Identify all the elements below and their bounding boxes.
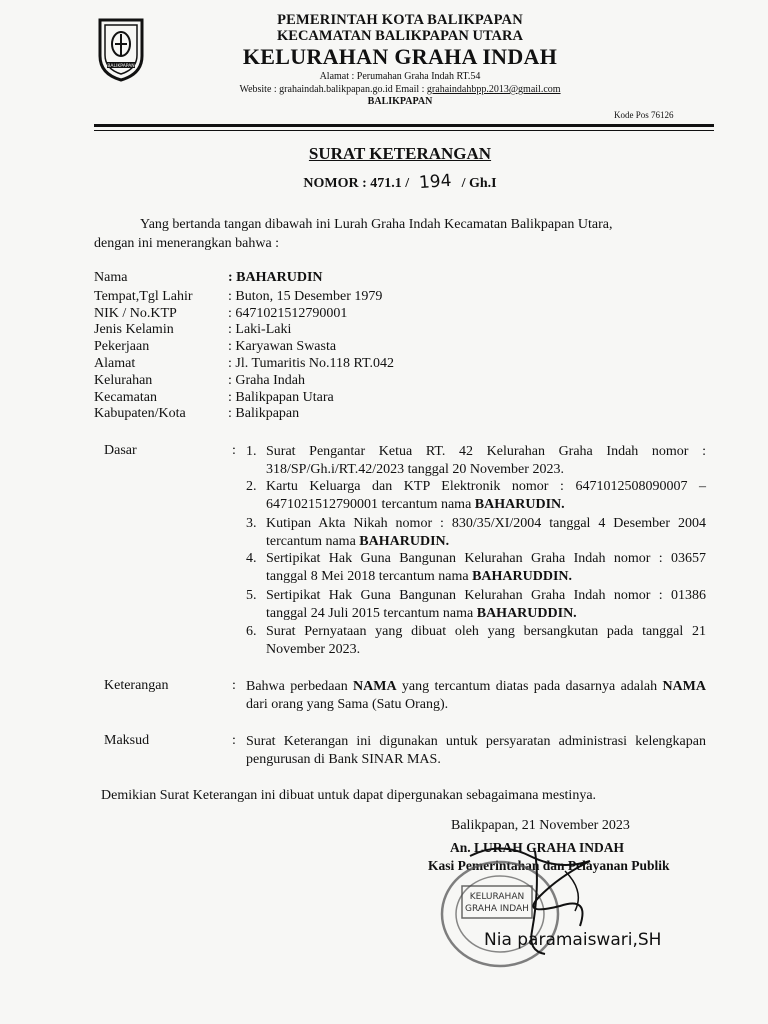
dasar-item-number: 6. bbox=[246, 624, 257, 639]
identity-value: : Balikpapan Utara bbox=[228, 390, 334, 405]
identity-label: NIK / No.KTP bbox=[94, 306, 177, 321]
website-text: Website : grahaindah.balikpapan.go.id Email : bbox=[239, 84, 427, 95]
identity-label: Nama bbox=[94, 270, 128, 285]
identity-value: : Karyawan Swasta bbox=[228, 339, 337, 354]
letterhead-government: PEMERINTAH KOTA BALIKPAPAN bbox=[277, 12, 523, 28]
signature-on-behalf: An. LURAH GRAHA INDAH bbox=[450, 840, 625, 855]
dasar-item-number: 3. bbox=[246, 516, 257, 531]
dasar-item-text: Kutipan Akta Nikah nomor : 830/35/XI/2004 tanggal 4 Desember 2004 tercantum nama BAHARUDIN. bbox=[266, 516, 706, 549]
dasar-item bbox=[246, 623, 706, 659]
letterhead-contact bbox=[180, 84, 620, 95]
dasar-item bbox=[246, 443, 706, 479]
handwritten-number: 194 bbox=[418, 170, 453, 194]
identity-value: : Balikpapan bbox=[228, 406, 300, 421]
keterangan-colon: : bbox=[232, 678, 236, 693]
identity-value: : 6471021512790001 bbox=[228, 306, 348, 321]
stamp-text-2: GRAHA INDAH bbox=[465, 904, 529, 914]
identity-label: Pekerjaan bbox=[94, 339, 150, 354]
signature-role: Kasi Pemerintahan dan Pelayanan Publik bbox=[428, 858, 670, 873]
identity-label: Kabupaten/Kota bbox=[94, 406, 186, 421]
document-number: NOMOR : 471.1 / 194 / Gh.I bbox=[303, 170, 497, 194]
intro-line-1: Yang bertanda tangan dibawah ini Lurah Graha Indah Kecamatan Balikpapan Utara, bbox=[140, 217, 613, 232]
keterangan-text: Bahwa perbedaan NAMA yang tercantum diatas pada dasarnya adalah NAMA dari orang yang Sama (Satu Orang). bbox=[246, 679, 706, 712]
letterhead-office: KELURAHAN GRAHA INDAH bbox=[242, 44, 558, 69]
document-title: SURAT KETERANGAN bbox=[308, 144, 492, 163]
identity-label: Tempat,Tgl Lahir bbox=[94, 289, 193, 304]
identity-value: : BAHARUDIN bbox=[228, 270, 323, 285]
stamp-text-1: KELURAHAN bbox=[469, 892, 525, 902]
dasar-colon: : bbox=[232, 443, 236, 458]
dasar-item-text: Sertipikat Hak Guna Bangunan Kelurahan Graha Indah nomor : 03657 tanggal 8 Mei 2018 tercantum nama BAHARUDDIN. bbox=[266, 551, 706, 584]
dasar-label: Dasar bbox=[104, 443, 137, 458]
dasar-item bbox=[246, 587, 706, 623]
identity-label: Kelurahan bbox=[94, 373, 153, 388]
identity-value: : Jl. Tumaritis No.118 RT.042 bbox=[228, 356, 395, 371]
dasar-item-text: Sertipikat Hak Guna Bangunan Kelurahan Graha Indah nomor : 01386 tanggal 24 Juli 2015 tercantum nama BAHARUDDIN. bbox=[266, 588, 706, 621]
dasar-item bbox=[246, 478, 706, 514]
identity-value: : Buton, 15 Desember 1979 bbox=[228, 289, 383, 304]
identity-label: Jenis Kelamin bbox=[94, 322, 174, 337]
identity-label: Kecamatan bbox=[94, 390, 157, 405]
letterhead-divider-thin bbox=[94, 130, 714, 131]
dasar-item-number: 4. bbox=[246, 551, 257, 566]
email-link[interactable]: grahaindahbpp.2013@gmail.com bbox=[426, 84, 561, 95]
maksud-text: Surat Keterangan ini digunakan untuk persyaratan administrasi kelengkapan pengurusan di Bank SINAR MAS. bbox=[246, 734, 706, 767]
logo-text: BALIKPAPAN bbox=[107, 64, 135, 69]
letterhead-divider-thick bbox=[94, 124, 714, 127]
maksud-colon: : bbox=[232, 733, 236, 748]
maksud-label: Maksud bbox=[104, 733, 150, 748]
closing-statement: Demikian Surat Keterangan ini dibuat untuk dapat dipergunakan sebagaimana mestinya. bbox=[101, 788, 597, 803]
city-emblem-logo bbox=[96, 16, 146, 82]
identity-value: : Laki-Laki bbox=[228, 322, 292, 337]
dasar-item-number: 1. bbox=[246, 444, 257, 459]
identity-label: Alamat bbox=[94, 356, 136, 371]
dasar-item-text: Surat Pengantar Ketua RT. 42 Kelurahan Graha Indah nomor : 318/SP/Gh.i/RT.42/2023 tanggal 20 November 2023. bbox=[266, 444, 706, 477]
dasar-item bbox=[246, 550, 706, 586]
intro-line-2: dengan ini menerangkan bahwa : bbox=[94, 236, 280, 251]
dasar-item-text: Surat Pernyataan yang dibuat oleh yang bersangkutan pada tanggal 21 November 2023. bbox=[266, 624, 706, 657]
signatory-name: Nia paramaiswari,SH bbox=[484, 930, 662, 950]
keterangan-label: Keterangan bbox=[104, 678, 169, 693]
postal-code: Kode Pos 76126 bbox=[614, 110, 674, 120]
dasar-item-number: 5. bbox=[246, 588, 257, 603]
letterhead-city: BALIKPAPAN bbox=[367, 96, 433, 107]
signature-place-date: Balikpapan, 21 November 2023 bbox=[451, 818, 630, 833]
identity-value: : Graha Indah bbox=[228, 373, 305, 388]
letterhead-address: Alamat : Perumahan Graha Indah RT.54 bbox=[319, 71, 481, 82]
dasar-item-text: Kartu Keluarga dan KTP Elektronik nomor : 6471012508090007 – 6471021512790001 tercantum nama BAHARUDIN. bbox=[266, 479, 706, 512]
letterhead-district: KECAMATAN BALIKPAPAN UTARA bbox=[277, 28, 523, 44]
dasar-item-number: 2. bbox=[246, 479, 257, 494]
dasar-item bbox=[246, 515, 706, 551]
